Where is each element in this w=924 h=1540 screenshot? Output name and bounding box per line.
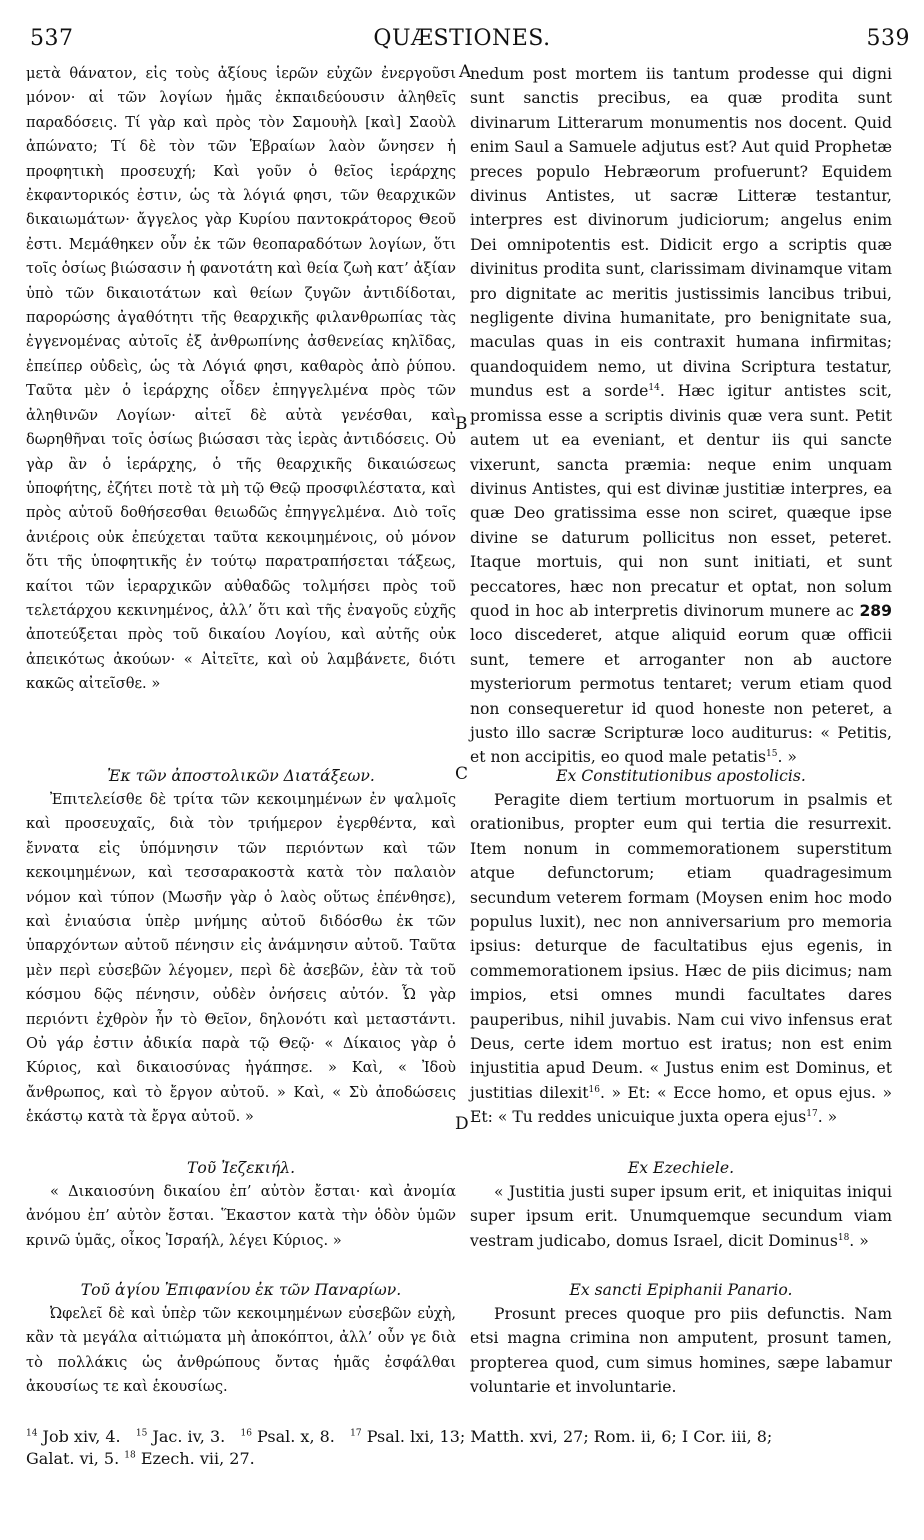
greek-column xyxy=(26,62,456,697)
footnote-text: Job xiv, 4. xyxy=(42,1427,121,1446)
margin-marker-a: A xyxy=(459,62,472,82)
footnote-number: 14 xyxy=(26,1428,38,1439)
greek-column-section-2 xyxy=(26,764,456,1130)
latin-text: . Hæc igitur antistes scit, promissa esse a scriptis divinis quæ vera sunt. Petit autem ut ea eveniant, et dentur iis qui sancte vixerunt, sancta præmia: neque enim unquam divinus Antistes, qui est divinæ justitiæ interpres, ea quæ Deo gratissima esse non sciret, quæque ipse divine se daturum pollicitus non esset, peteret. Itaque mortuis, qui non sunt initiati, et sunt peccatores, hæc non precatur et optat, non solum quod in hoc ab interpretis divinorum munere ac xyxy=(470,382,892,620)
latin-column-section-4 xyxy=(470,1278,892,1400)
margin-marker-c: C xyxy=(455,764,469,784)
latin-paragraph: Prosunt preces quoque pro piis defunctis. Nam etsi magna crimina non amputent, prosunt tamen, propterea quod, cum simus homines, sæpe labamur voluntarie et involuntarie. xyxy=(470,1305,892,1397)
greek-heading-apostolic: Ἐκ τῶν ἀποστολικῶν Διατάξεων. xyxy=(107,767,375,785)
margin-marker-d: D xyxy=(455,1114,469,1134)
latin-text: . » Et: « Ecce homo, et opus ejus. » Et: « Tu reddes unicuique juxta opera ejus xyxy=(470,1083,892,1127)
latin-column-section-3 xyxy=(470,1156,892,1253)
footnote-number: 15 xyxy=(135,1428,148,1439)
latin-paragraph xyxy=(470,62,892,770)
footnote-text: Psal. x, 8. xyxy=(257,1427,335,1446)
footnote-text: Jac. iv, 3. xyxy=(152,1427,226,1446)
latin-text: . » xyxy=(777,748,797,767)
footnote-ref: 18 xyxy=(837,1232,850,1243)
latin-text: « Justitia justi super ipsum erit, et iniquitas iniqui super ipsum erit. Unumquemque secundum viam vestram judicabo, domus Israel, dicit Dominus xyxy=(470,1183,892,1250)
latin-text: . » xyxy=(817,1108,838,1127)
latin-paragraph xyxy=(470,1180,892,1253)
latin-column xyxy=(470,62,892,770)
footnote-text: Ezech. vii, 27. xyxy=(140,1449,255,1468)
greek-paragraph: Ἐπιτελείσθε δὲ τρίτα τῶν κεκοιμημένων ἐν ψαλμοῖς καὶ προσευχαῖς, διὰ τὸν τριήμερον ἐγερθέντα, καὶ ἔννατα εἰς ὑπόμνησιν τῶν περιόντων καὶ τῶν κεκοιμημένων, καὶ τεσσαρακοστὰ κατὰ τὸν παλαιὸν νόμον καὶ τύπον (Μωσῆν γὰρ ὁ λαὸς οὕτως ἐπένθησε), καὶ ἐνιαύσια ὑπὲρ μνήμης αὐτοῦ διδόσθω ἐκ τῶν ὑπαρχόντων αὐτοῦ πένησιν εἰς ἀνάμνησιν αὐτοῦ. Ταῦτα μὲν περὶ εὐσεβῶν λέγομεν, περὶ δὲ ἀσεβῶν, ἐὰν τὰ τοῦ κόσμου δῷς πένησιν, οὐδὲν ὀνήσεις αὐτόν. Ὧ γὰρ περιόντι ἐχθρὸν ἦν τὸ Θεῖον, δηλονότι καὶ μεταστάντι. Οὐ γάρ ἐστιν ἀδικία παρὰ τῷ Θεῷ· « Δίκαιος γὰρ ὁ Κύριος, καὶ δικαιοσύνας ἠγάπησε. » Καὶ, « Ἰδοὺ ἄνθρωπος, καὶ τὸ ἔργον αὐτοῦ. » Καὶ, « Σὺ ἀποδώσεις ἑκάστῳ κατὰ τὰ ἔργα αὐτοῦ. » xyxy=(26,791,456,1126)
footnote-ref: 14 xyxy=(648,383,660,394)
latin-text: Peragite diem tertium mortuorum in psalmis et orationibus, propter eum qui tertia die resurrexit. Item nonum in commemorationem superstitum atque defunctorum; etiam quadragesimum secundum veterem formam (Moysen enim hoc modo populus luxit), nec non anniversarium pro memoria ipsius: deturque de facultatibus ejus egenis, in commemorationem ipsius. Hæc de piis dicimus; nam impios, etsi omnes mundi facultates dares pauperibus, nihil juvabis. Nam cui vivo infensus erat Deus, certe idem mortuo est iratus; non est enim injustitia apud Deum. « Justus enim est Dominus, et justitias dilexit xyxy=(470,791,892,1102)
greek-column-section-4 xyxy=(26,1278,456,1400)
running-title: QUÆSTIONES. xyxy=(373,26,551,51)
footnote-text: Psal. lxi, 13; Matth. xvi, 27; Rom. ii, 6; I Cor. iii, 8; xyxy=(366,1427,773,1446)
page-number-left: 537 xyxy=(30,26,74,51)
latin-column-section-2 xyxy=(470,764,892,1130)
latin-text: . » xyxy=(849,1231,869,1250)
latin-text: nedum post mortem iis tantum prodesse qui digni sunt sanctis precibus, ea quæ prodita sunt divinarum Litterarum monumentis nos docent. Quid enim Saul a Samuele adjutus est? Aut quid Prophetæ preces populo Hebræorum profuerunt? Equidem divinus Antistes, ut sacræ Litteræ testantur, interpres est divinorum judiciorum; angelus enim Dei omnipotentis est. Didicit ergo a scriptis quæ divinitus prodita sunt, clarissimam divinamque vitam pro dignitate ac meritis justissimis lancibus tribui, negligente divina humanitate, pro benignitate sua, maculas quas in eis contraxit humana infirmitas; quandoquidem nemo, ut divina Scriptura testatur, mundus est a sorde xyxy=(470,65,892,401)
footnote-number: 18 xyxy=(124,1450,136,1461)
footnote-number: 16 xyxy=(240,1428,252,1439)
latin-heading-epiphanius: Ex sancti Epiphanii Panario. xyxy=(569,1281,793,1299)
greek-heading-epiphanius: Τοῦ ἁγίου Ἐπιφανίου ἐκ τῶν Παναρίων. xyxy=(80,1281,402,1299)
greek-paragraph: μετὰ θάνατον, εἰς τοὺς ἀξίους ἱερῶν εὐχῶν ἐνεργοῦσι μόνον· αἱ τῶν λογίων ἡμᾶς ἐκπαιδεύουσιν ἀληθεῖς παραδόσεις. Τί γὰρ καὶ πρὸς τὸν Σαμουὴλ [καὶ] Σαοὺλ ἀπώνατο; Τί δὲ τὸν τῶν Ἑβραίων λαὸν ὤνησεν ἡ προφητικὴ προσευχή; Καὶ γοῦν ὁ θεῖος ἱεράρχης ἐκφαντορικός ἐστιν, ὡς τὰ λόγιά φησι, τῶν θεαρχικῶν δικαιωμάτων· ἄγγελος γὰρ Κυρίου παντοκράτορος Θεοῦ ἐστι. Μεμάθηκεν οὖν ἐκ τῶν θεοπαραδότων λογίων, ὅτι τοῖς ὁσίως βιώσασιν ἡ φανοτάτη καὶ θεία ζωὴ κατ’ ἀξίαν ὑπὸ τῶν δικαιοτάτων καὶ θείων ζυγῶν ἀντιδίδοται, παρορώσης ἀγαθότητι τῆς θεαρχικῆς φιλανθρωπίας τὰς ἐγγενομένας αὐτοῖς ἐξ ἀνθρωπίνης ἀσθενείας κηλῖδας, ἐπείπερ οὐδεὶς, ὡς τὰ Λόγιά φησι, καθαρὸς ἀπὸ ῥύπου. Ταῦτα μὲν ὁ ἱεράρχης οἶδεν ἐπηγγελμένα πρὸς τῶν ἀληθινῶν Λογίων· αἰτεῖ δὲ αὐτὰ γενέσθαι, καὶ δωρηθῆναι τοῖς ὁσίως βιώσασι τὰς ἱερὰς ἀντιδόσεις. Οὐ γὰρ ἂν ὁ ἱεράρχης, ὁ τῆς θεαρχικῆς δικαιώσεως ὑποφήτης, ἐζήτει ποτὲ τὰ μὴ τῷ Θεῷ προσφιλέστατα, καὶ πρὸς αὐτοῦ δοθήσεσθαι θειωδῶς ἐπηγγελμένα. Διὸ τοῖς ἀνιέροις οὐκ ἐπεύχεται ταῦτα κεκοιμημένοις, οὐ μόνον ὅτι τῆς ὑποφητικῆς ἐν τούτῳ παρατραπήσεται τάξεως, καίτοι τῶν ἱεραρχικῶν αὐθαδῶς τολμήσει πρὸς τοῦ τελετάρχου κεκινημένος, ἀλλ’ ὅτι καὶ τῆς ἐναγοῦς εὐχῆς ἀποτεύξεται πρὸς τοῦ δικαίου Λογίου, καὶ αὐτῆς οὐκ ἀπεικότως ἀκούων· « Αἰτεῖτε, καὶ οὐ λαμβάνετε, διότι κακῶς αἰτεῖσθε. » xyxy=(26,65,456,693)
margin-marker-b: B xyxy=(455,414,468,434)
footnote-number: 17 xyxy=(350,1428,362,1439)
footnote-line xyxy=(26,1426,896,1448)
page-number-right: 539 xyxy=(866,26,910,51)
greek-heading-ezekiel: Τοῦ Ἰεζεκιήλ. xyxy=(186,1159,296,1177)
greek-column-section-3 xyxy=(26,1156,456,1253)
footnote-ref: 15 xyxy=(765,749,778,760)
latin-text: loco discederet, atque aliquid eorum quæ officii sunt, temere et arroganter non ab auctore mysteriorum permotus tentaret; verum etiam quod non consequeretur id quod honeste non peteret, a justo illo sacræ Scripturæ loco auditurus: « Petitis, et non accipitis, eo quod male petatis xyxy=(470,626,892,767)
greek-paragraph: Ὠφελεῖ δὲ καὶ ὑπὲρ τῶν κεκοιμημένων εὐσεβῶν εὐχὴ, κἂν τὰ μεγάλα αἰτιώματα μὴ ἀποκόπτοι, ἀλλ’ οὖν γε διὰ τὸ πολλάκις ὡς ἀνθρώπους ὄντας ἡμᾶς ἐσφάλθαι ἀκουσίως τε καὶ ἑκουσίως. xyxy=(26,1305,456,1396)
footnote-text: Galat. vi, 5. xyxy=(26,1449,120,1468)
footnotes xyxy=(26,1426,896,1470)
latin-heading-ezekiel: Ex Ezechiele. xyxy=(627,1159,735,1177)
inline-page-number: 289 xyxy=(859,601,892,620)
greek-paragraph: « Δικαιοσύνη δικαίου ἐπ’ αὐτὸν ἔσται· καὶ ἀνομία ἀνόμου ἐπ’ αὐτὸν ἔσται. Ἕκαστον κατὰ τὴν ὁδὸν ὑμῶν κρινῶ ὑμᾶς, οἶκος Ἰσραήλ, λέγει Κύριος. » xyxy=(26,1183,456,1249)
footnote-ref: 17 xyxy=(806,1109,818,1120)
footnote-ref: 16 xyxy=(588,1084,600,1095)
latin-paragraph xyxy=(470,788,892,1130)
latin-heading-apostolic: Ex Constitutionibus apostolicis. xyxy=(556,767,806,785)
footnote-line xyxy=(26,1448,896,1470)
